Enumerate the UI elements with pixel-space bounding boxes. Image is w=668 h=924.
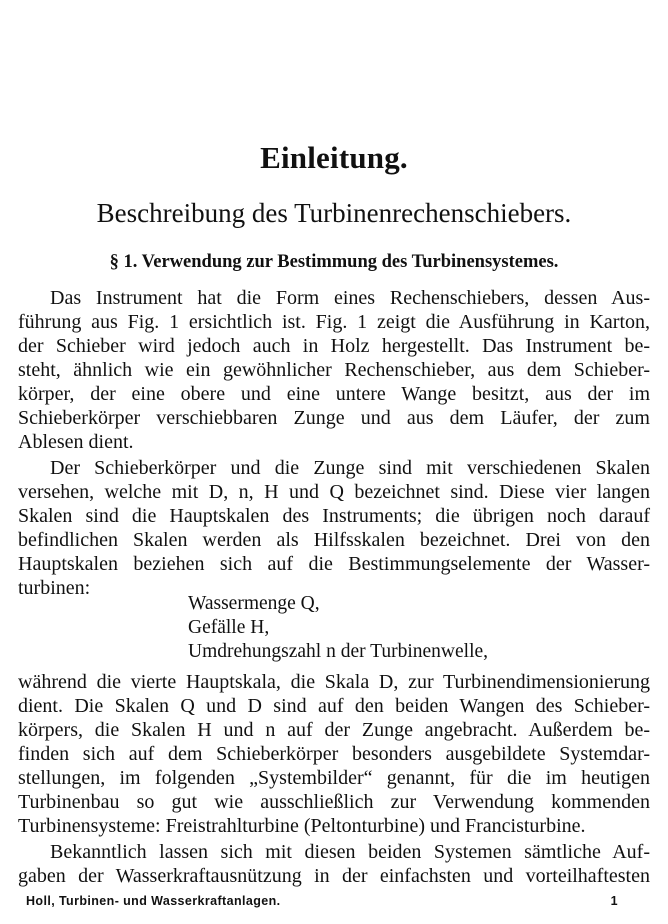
list-item: Wassermenge Q,: [188, 593, 320, 614]
text-line: gaben der Wasserkraftausnützung in der einfachsten und vorteilhaftesten: [18, 865, 650, 887]
text-line: finden sich auf dem Schieberkörper besonders ausgebildete Systemdar-: [18, 743, 650, 765]
text-line: Ablesen dient.: [18, 431, 134, 453]
text-line: Bekanntlich lassen sich mit diesen beiden Systemen sämtliche Auf-: [50, 841, 650, 863]
text-line: Turbinensysteme: Freistrahlturbine (Peltonturbine) und Francisturbine.: [18, 815, 586, 837]
text-line: Hauptskalen beziehen sich auf die Bestimmungselemente der Wasser-: [18, 553, 650, 575]
text-line: stellungen, im folgenden „Systembilder“ genannt, für die im heutigen: [18, 767, 650, 789]
text-line: turbinen:: [18, 577, 91, 599]
text-line: Der Schieberkörper und die Zunge sind mit verschiedenen Skalen: [50, 457, 650, 479]
text-line: dient. Die Skalen Q und D sind auf den beiden Wangen des Schieber-: [18, 695, 650, 717]
page-number: 1: [610, 894, 618, 908]
text-line: Schieberkörper verschiebbaren Zunge und aus dem Läufer, der zum: [18, 407, 650, 429]
list-item: Gefälle H,: [188, 617, 270, 638]
text-line: Skalen sind die Hauptskalen des Instruments; die übrigen noch darauf: [18, 505, 650, 527]
footer-citation: Holl, Turbinen- und Wasserkraftanlagen.: [26, 894, 281, 908]
chapter-subtitle: Beschreibung des Turbinenrechenschiebers.: [96, 198, 572, 228]
text-line: Turbinenbau so gut wie ausschließlich zur Verwendung kommenden: [18, 791, 650, 813]
text-line: der Schieber wird jedoch auch in Holz hergestellt. Das Instrument be-: [18, 335, 650, 357]
text-line: versehen, welche mit D, n, H und Q bezeichnet sind. Diese vier langen: [18, 481, 650, 503]
text-line: Das Instrument hat die Form eines Rechenschiebers, dessen Aus-: [50, 287, 650, 309]
list-item: Umdrehungszahl n der Turbinenwelle,: [188, 641, 489, 662]
chapter-title: Einleitung.: [260, 140, 408, 175]
text-line: körper, der eine obere und eine untere Wange besitzt, aus der im: [18, 383, 650, 405]
text-line: befindlichen Skalen werden als Hilfsskalen bezeichnet. Drei von den: [18, 529, 650, 551]
section-heading: § 1. Verwendung zur Bestimmung des Turbinensystemes.: [109, 252, 559, 272]
text-line: führung aus Fig. 1 ersichtlich ist. Fig. 1 zeigt die Ausführung in Karton,: [18, 311, 650, 333]
text-line: steht, ähnlich wie ein gewöhnlicher Rechenschieber, aus dem Schieber-: [18, 359, 650, 381]
page-footer: [26, 894, 646, 908]
text-line: körpers, die Skalen H und n auf der Zunge angebracht. Außerdem be-: [18, 719, 650, 741]
text-line: während die vierte Hauptskala, die Skala D, zur Turbinendimensionierung: [18, 671, 650, 693]
